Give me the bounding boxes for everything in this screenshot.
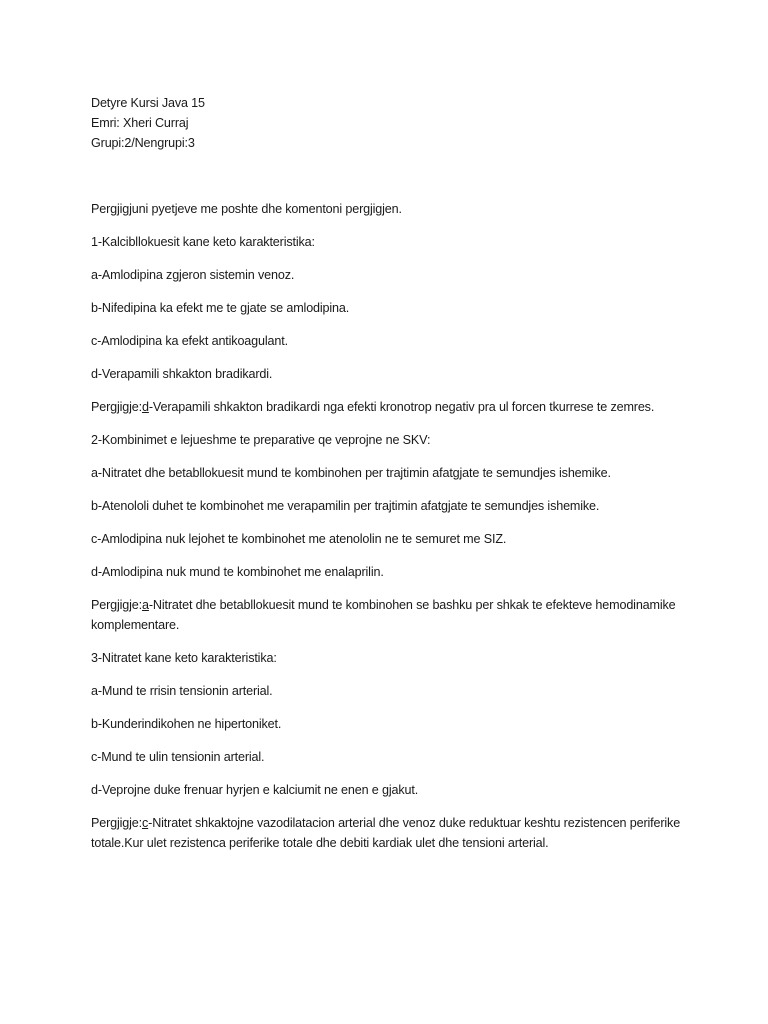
answer-text	[91, 813, 691, 853]
option-b: b-Nifedipina ka efekt me te gjate se amlodipina.	[91, 301, 350, 315]
student-group: Grupi:2/Nengrupi:3	[91, 136, 195, 150]
answer-explanation: -Nitratet shkaktojne vazodilatacion arterial dhe venoz duke reduktuar keshtu rezistencen periferike totale.Kur ulet rezistenca periferike totale dhe debiti kardiak ulet dhe tensioni arterial.	[91, 816, 681, 850]
question-text: 1-Kalcibllokuesit kane keto karakteristika:	[91, 235, 315, 249]
option-d: d-Amlodipina nuk mund te kombinohet me enalaprilin.	[91, 565, 384, 579]
option-b: b-Atenololi duhet te kombinohet me verapamilin per trajtimin afatgjate te semundjes ishemike.	[91, 499, 600, 513]
answer-explanation: -Nitratet dhe betabllokuesit mund te kombinohen se bashku per shkak te efekteve hemodinamike komplementare.	[91, 598, 676, 632]
question-text: 2-Kombinimet e lejueshme te preparative qe veprojne ne SKV:	[91, 433, 431, 447]
option-c: c-Amlodipina ka efekt antikoagulant.	[91, 334, 288, 348]
option-d: d-Verapamili shkakton bradikardi.	[91, 367, 273, 381]
instruction-text: Pergjigjuni pyetjeve me poshte dhe komentoni pergjigjen.	[91, 202, 402, 216]
option-c: c-Amlodipina nuk lejohet te kombinohet me atenololin ne te semuret me SIZ.	[91, 532, 507, 546]
question-text: 3-Nitratet kane keto karakteristika:	[91, 651, 277, 665]
answer-letter: c	[142, 816, 149, 830]
question-block-2	[91, 430, 691, 635]
option-d: d-Veprojne duke frenuar hyrjen e kalciumit ne enen e gjakut.	[91, 783, 419, 797]
header-spacer	[91, 153, 691, 199]
document-header	[91, 93, 691, 153]
option-a: a-Amlodipina zgjeron sistemin venoz.	[91, 268, 295, 282]
option-a: a-Mund te rrisin tensionin arterial.	[91, 684, 273, 698]
answer-text	[91, 397, 691, 417]
question-block-3	[91, 648, 691, 853]
answer-letter: a	[142, 598, 149, 612]
document-title: Detyre Kursi Java 15	[91, 96, 205, 110]
option-c: c-Mund te ulin tensionin arterial.	[91, 750, 265, 764]
answer-prefix: Pergjigje:	[91, 816, 143, 830]
option-a: a-Nitratet dhe betabllokuesit mund te kombinohen per trajtimin afatgjate te semundjes ishemike.	[91, 466, 611, 480]
answer-prefix: Pergjigje:	[91, 598, 143, 612]
question-block-1	[91, 232, 691, 417]
answer-explanation: -Verapamili shkakton bradikardi nga efekti kronotrop negativ pra ul forcen tkurrese te zemres.	[148, 400, 655, 414]
answer-prefix: Pergjigje:	[91, 400, 143, 414]
option-b: b-Kunderindikohen ne hipertoniket.	[91, 717, 282, 731]
student-name: Emri: Xheri Curraj	[91, 116, 189, 130]
document-body	[91, 93, 691, 866]
answer-letter: d	[142, 400, 149, 414]
answer-text	[91, 595, 691, 635]
